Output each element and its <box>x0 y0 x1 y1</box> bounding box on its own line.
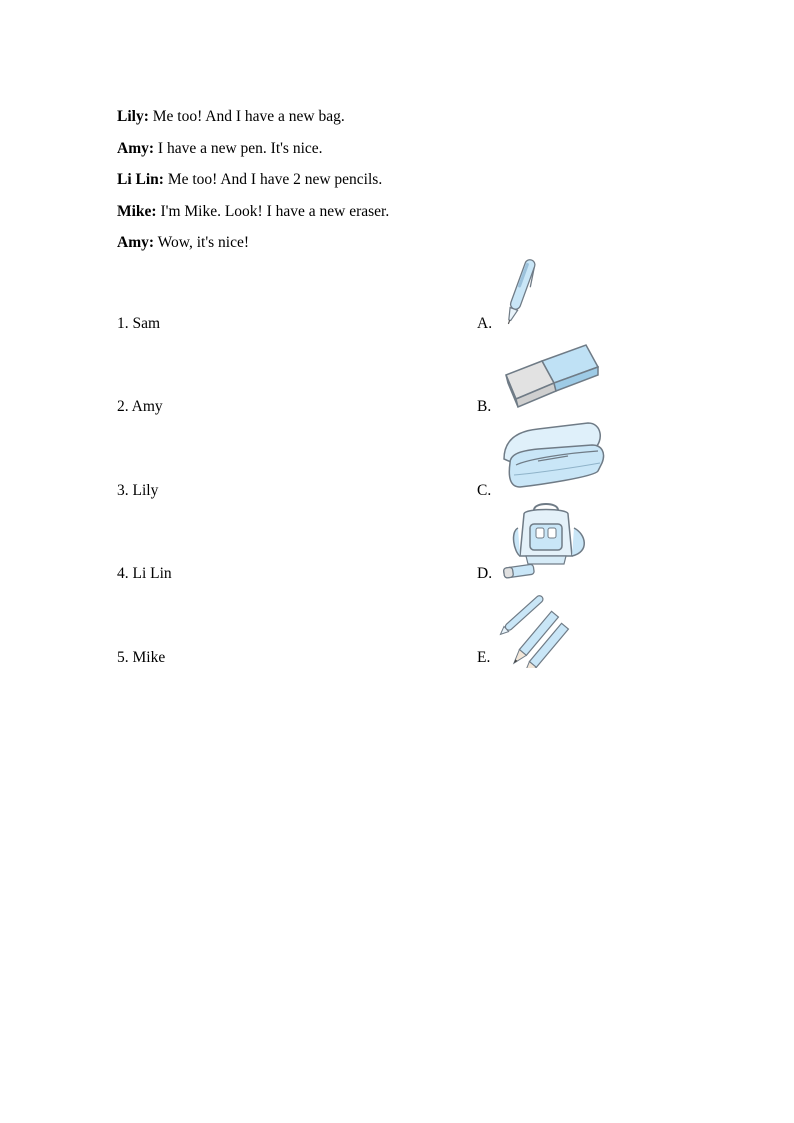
option-letter: B. <box>477 398 492 415</box>
utterance: Me too! And I have a new bag. <box>152 108 345 125</box>
matching-row <box>0 578 794 668</box>
speaker: Mike: <box>117 202 157 220</box>
person-name: 2. Amy <box>117 398 163 415</box>
utterance: Me too! And I have 2 new pencils. <box>167 171 383 188</box>
eraser-icon <box>502 341 600 411</box>
matching-row <box>0 494 794 584</box>
dialogue-line <box>117 101 717 133</box>
speaker: Amy: <box>117 234 155 251</box>
option-letter: C. <box>477 482 492 499</box>
matching-row <box>0 327 794 417</box>
matching-row <box>0 411 794 501</box>
option-letter: D. <box>477 565 493 582</box>
option-letter: A. <box>477 315 493 332</box>
dialogue-line <box>117 133 717 165</box>
person-name: 5. Mike <box>117 649 166 666</box>
speaker: Li Lin: <box>117 171 164 188</box>
dialogue-line <box>117 196 717 228</box>
utterance: I have a new pen. It's nice. <box>157 139 323 157</box>
person-name: 1. Sam <box>117 315 161 332</box>
utterance: I'm Mike. Look! I have a new eraser. <box>160 202 390 220</box>
pencil-case-icon <box>498 419 610 499</box>
utterance: Wow, it's nice! <box>157 234 250 251</box>
pen-icon <box>500 254 540 330</box>
dialogue <box>117 101 717 259</box>
matching-row <box>0 244 794 334</box>
schoolbag-icon <box>500 500 592 584</box>
person-name: 3. Lily <box>117 482 159 499</box>
speaker: Amy: <box>117 139 155 157</box>
dialogue-line <box>117 164 717 196</box>
pencils-icon <box>496 582 582 668</box>
speaker: Lily: <box>117 108 149 125</box>
person-name: 4. Li Lin <box>117 565 172 582</box>
option-letter: E. <box>477 649 491 666</box>
